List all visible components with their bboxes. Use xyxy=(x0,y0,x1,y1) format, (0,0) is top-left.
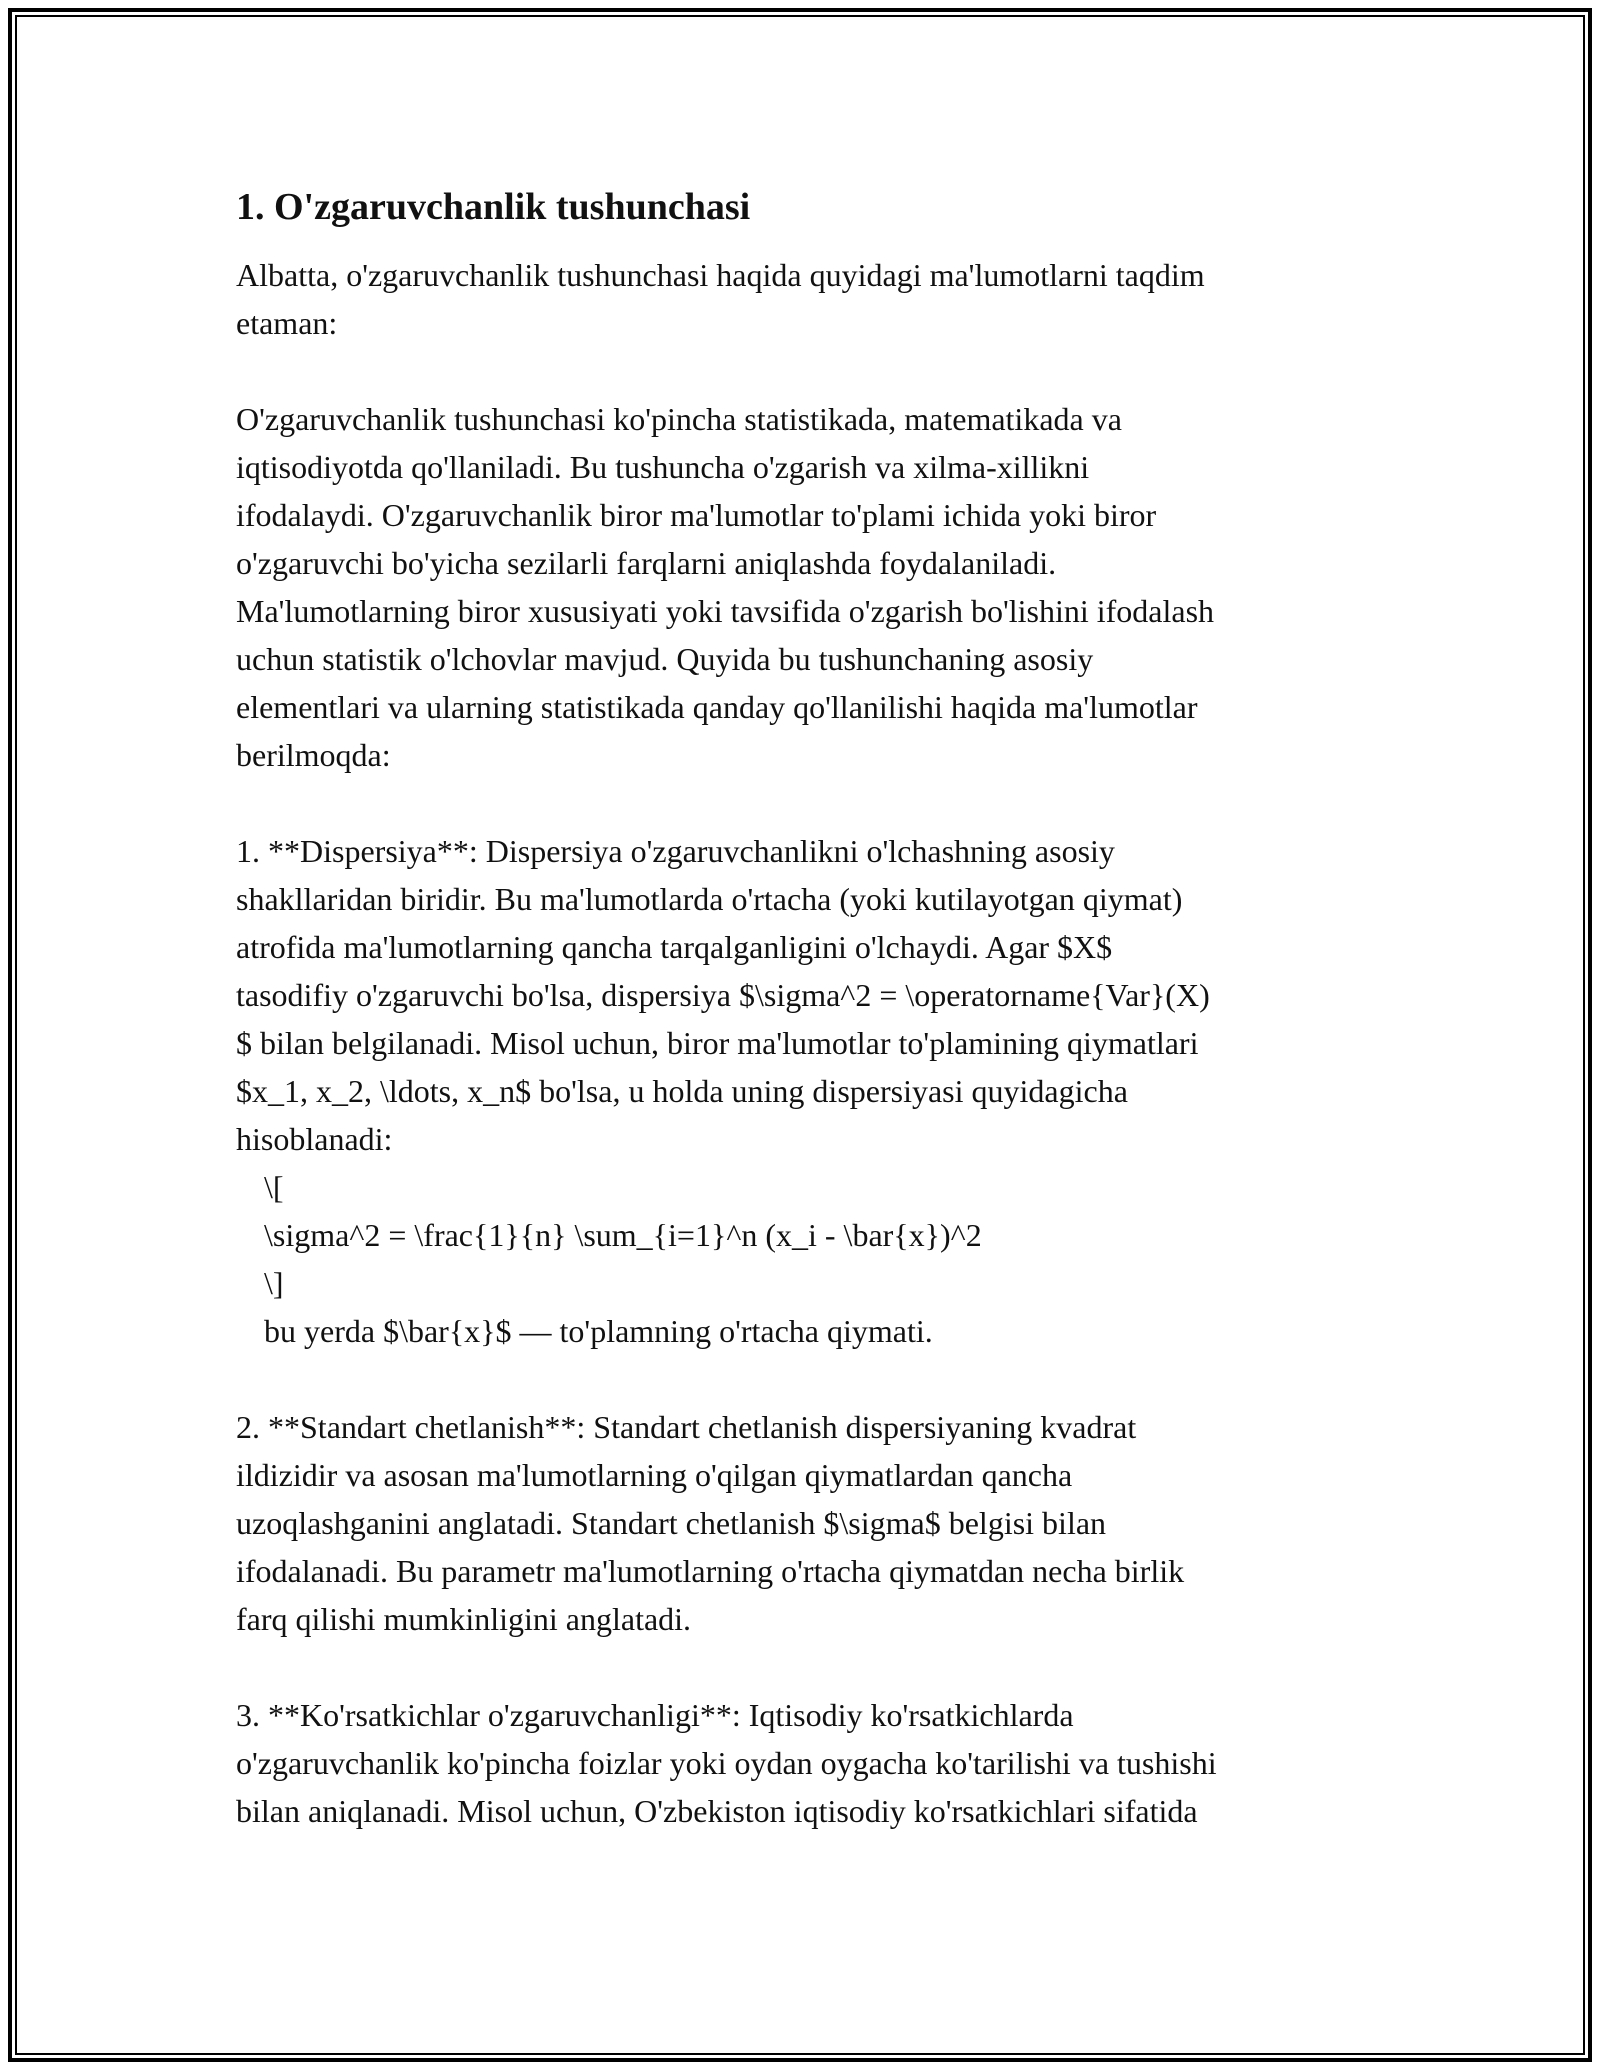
text-line: farq qilishi mumkinligini anglatadi. xyxy=(236,1601,692,1637)
text-line: $x_1, x_2, \ldots, x_n$ bo'lsa, u holda uning dispersiyasi quyidagicha xyxy=(236,1073,1128,1109)
text-line: etaman: xyxy=(236,305,338,341)
section-heading: 1. O'zgaruvchanlik tushunchasi xyxy=(236,186,751,228)
formula-note: bu yerda $\bar{x}$ — to'plamning o'rtacha qiymati. xyxy=(264,1313,933,1349)
overview-paragraph xyxy=(236,395,1366,779)
formula-line: \[ xyxy=(264,1169,284,1205)
text-line: berilmoqda: xyxy=(236,737,391,773)
list-item-korsatkichlar xyxy=(236,1691,1366,1835)
formula-line: \sigma^2 = \frac{1}{n} \sum_{i=1}^n (x_i - \bar{x})^2 xyxy=(264,1217,982,1253)
text-line: O'zgaruvchanlik tushunchasi ko'pincha statistikada, matematikada va xyxy=(236,401,1122,437)
intro-paragraph xyxy=(236,251,1366,347)
text-line: 3. **Ko'rsatkichlar o'zgaruvchanligi**: Iqtisodiy ko'rsatkichlarda xyxy=(236,1697,1074,1733)
text-line: o'zgaruvchi bo'yicha sezilarli farqlarni aniqlashda foydalaniladi. xyxy=(236,545,1057,581)
text-line: $ bilan belgilanadi. Misol uchun, biror ma'lumotlar to'plamining qiymatlari xyxy=(236,1025,1199,1061)
text-line: ildizidir va asosan ma'lumotlarning o'qilgan qiymatlardan qancha xyxy=(236,1457,1073,1493)
list-item-standart-chetlanish xyxy=(236,1403,1366,1643)
formula-line: \] xyxy=(264,1265,284,1301)
text-line: uzoqlashganini anglatadi. Standart chetlanish $\sigma$ belgisi bilan xyxy=(236,1505,1107,1541)
list-item-dispersiya xyxy=(236,827,1366,1355)
text-line: 1. **Dispersiya**: Dispersiya o'zgaruvchanlikni o'lchashning asosiy xyxy=(236,833,1115,869)
text-line: ifodalanadi. Bu parametr ma'lumotlarning o'rtacha qiymatdan necha birlik xyxy=(236,1553,1185,1589)
document-body xyxy=(236,183,1366,1883)
text-line: ifodalaydi. O'zgaruvchanlik biror ma'lumotlar to'plami ichida yoki biror xyxy=(236,497,1157,533)
text-line: elementlari va ularning statistikada qanday qo'llanilishi haqida ma'lumotlar xyxy=(236,689,1198,725)
text-line: iqtisodiyotda qo'llaniladi. Bu tushuncha o'zgarish va xilma-xillikni xyxy=(236,449,1090,485)
text-line: Albatta, o'zgaruvchanlik tushunchasi haqida quyidagi ma'lumotlarni taqdim xyxy=(236,257,1205,293)
text-line: shakllaridan biridir. Bu ma'lumotlarda o'rtacha (yoki kutilayotgan qiymat) xyxy=(236,881,1183,917)
text-line: tasodifiy o'zgaruvchi bo'lsa, dispersiya $\sigma^2 = \operatorname{Var}(X) xyxy=(236,977,1210,1013)
text-line: atrofida ma'lumotlarning qancha tarqalganligini o'lchaydi. Agar $X$ xyxy=(236,929,1113,965)
text-line: uchun statistik o'lchovlar mavjud. Quyida bu tushunchaning asosiy xyxy=(236,641,1094,677)
text-line: hisoblanadi: xyxy=(236,1121,393,1157)
text-line: 2. **Standart chetlanish**: Standart chetlanish dispersiyaning kvadrat xyxy=(236,1409,1137,1445)
text-line: o'zgaruvchanlik ko'pincha foizlar yoki oydan oygacha ko'tarilishi va tushishi xyxy=(236,1745,1217,1781)
text-line: Ma'lumotlarning biror xususiyati yoki tavsifida o'zgarish bo'lishini ifodalash xyxy=(236,593,1215,629)
text-line: bilan aniqlanadi. Misol uchun, O'zbekiston iqtisodiy ko'rsatkichlari sifatida xyxy=(236,1793,1198,1829)
